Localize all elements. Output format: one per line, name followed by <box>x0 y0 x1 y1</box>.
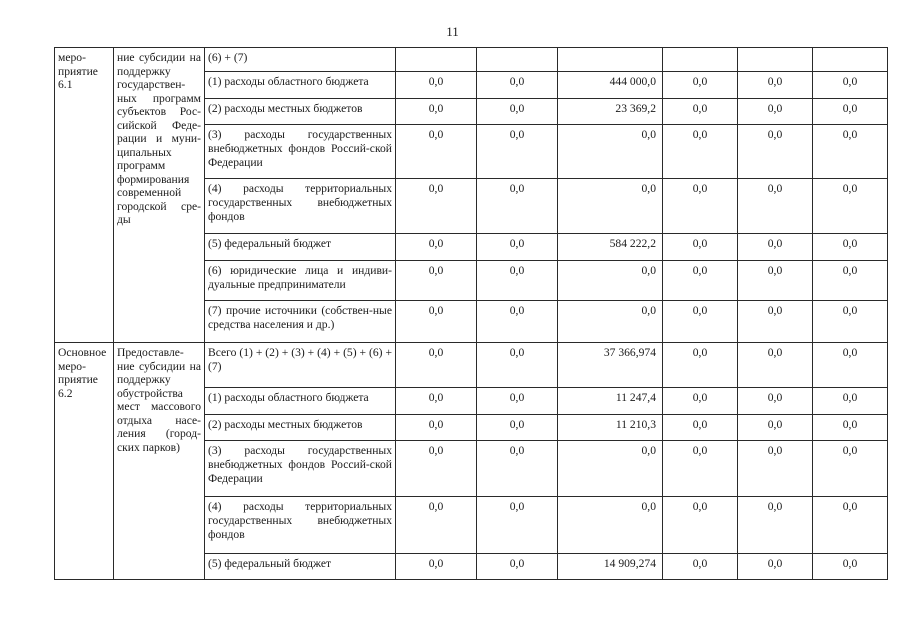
value-cell: 0,0 <box>738 441 813 497</box>
value-cell: 0,0 <box>558 441 663 497</box>
value-cell: 0,0 <box>477 388 558 415</box>
value-cell: 0,0 <box>396 441 477 497</box>
value-cell: 0,0 <box>813 125 888 179</box>
value-cell: 0,0 <box>477 497 558 554</box>
value-cell: 444 000,0 <box>558 72 663 99</box>
value-cell: 0,0 <box>738 125 813 179</box>
value-cell: 0,0 <box>663 415 738 441</box>
value-cell: 0,0 <box>396 554 477 580</box>
value-cell: 0,0 <box>396 72 477 99</box>
funding-source-cell: (5) федеральный бюджет <box>205 234 396 261</box>
table-body <box>55 48 888 580</box>
value-cell: 0,0 <box>477 343 558 388</box>
value-cell: 0,0 <box>738 497 813 554</box>
value-cell: 11 210,3 <box>558 415 663 441</box>
value-cell: 0,0 <box>396 301 477 343</box>
value-cell: 0,0 <box>813 388 888 415</box>
value-cell: 0,0 <box>396 261 477 301</box>
value-cell: 0,0 <box>813 301 888 343</box>
value-cell <box>477 48 558 72</box>
value-cell: 23 369,2 <box>558 99 663 125</box>
funding-source-cell: (3) расходы государственных внебюджетных фондов Россий-ской Федерации <box>205 441 396 497</box>
event-name-cell: меро- приятие 6.1 <box>55 48 114 343</box>
value-cell: 0,0 <box>663 179 738 234</box>
value-cell: 0,0 <box>663 497 738 554</box>
value-cell: 0,0 <box>558 125 663 179</box>
event-description-cell: Предоставле-ние субсидии на поддержку обустройства мест массового отдыха насе-ления (город-ских парков) <box>114 343 205 580</box>
value-cell: 0,0 <box>477 301 558 343</box>
value-cell: 584 222,2 <box>558 234 663 261</box>
funding-source-cell: (3) расходы государственных внебюджетных фондов Россий-ской Федерации <box>205 125 396 179</box>
value-cell: 0,0 <box>738 415 813 441</box>
value-cell: 0,0 <box>477 441 558 497</box>
value-cell: 0,0 <box>558 301 663 343</box>
value-cell: 0,0 <box>396 343 477 388</box>
value-cell: 0,0 <box>738 72 813 99</box>
value-cell: 0,0 <box>477 554 558 580</box>
value-cell: 0,0 <box>738 554 813 580</box>
value-cell: 0,0 <box>477 179 558 234</box>
value-cell: 0,0 <box>738 388 813 415</box>
value-cell: 0,0 <box>663 72 738 99</box>
event-name-cell: Основное меро- приятие 6.2 <box>55 343 114 580</box>
funding-source-cell: (2) расходы местных бюджетов <box>205 415 396 441</box>
value-cell: 0,0 <box>813 497 888 554</box>
value-cell: 14 909,274 <box>558 554 663 580</box>
value-cell: 0,0 <box>477 99 558 125</box>
value-cell <box>558 48 663 72</box>
value-cell: 0,0 <box>813 343 888 388</box>
value-cell: 0,0 <box>663 261 738 301</box>
value-cell: 0,0 <box>477 234 558 261</box>
funding-source-cell: (4) расходы территориальных государственных внебюджетных фондов <box>205 179 396 234</box>
value-cell: 0,0 <box>738 234 813 261</box>
value-cell <box>813 48 888 72</box>
value-cell: 11 247,4 <box>558 388 663 415</box>
value-cell: 0,0 <box>663 301 738 343</box>
value-cell: 0,0 <box>663 554 738 580</box>
value-cell: 0,0 <box>813 234 888 261</box>
funding-source-cell: (2) расходы местных бюджетов <box>205 99 396 125</box>
value-cell: 0,0 <box>813 261 888 301</box>
value-cell <box>663 48 738 72</box>
funding-source-cell: (1) расходы областного бюджета <box>205 72 396 99</box>
table-row <box>55 343 888 388</box>
value-cell: 0,0 <box>738 343 813 388</box>
value-cell: 0,0 <box>663 99 738 125</box>
value-cell: 0,0 <box>396 234 477 261</box>
value-cell: 0,0 <box>558 497 663 554</box>
value-cell: 0,0 <box>738 99 813 125</box>
value-cell <box>738 48 813 72</box>
funding-source-cell: (6) юридические лица и индиви-дуальные предприниматели <box>205 261 396 301</box>
value-cell: 0,0 <box>813 99 888 125</box>
value-cell: 0,0 <box>558 261 663 301</box>
event-description-cell: ние субсидии на поддержку государствен-ных программ субъектов Рос-сийской Феде-рации и муни-ципальных программ формирования современной городской сре-ды <box>114 48 205 343</box>
value-cell: 0,0 <box>813 441 888 497</box>
funding-source-cell: (7) прочие источники (собствен-ные средства населения и др.) <box>205 301 396 343</box>
value-cell: 0,0 <box>396 99 477 125</box>
value-cell: 0,0 <box>738 179 813 234</box>
value-cell: 0,0 <box>477 261 558 301</box>
funding-source-cell: (4) расходы территориальных государственных внебюджетных фондов <box>205 497 396 554</box>
value-cell: 0,0 <box>396 497 477 554</box>
value-cell <box>396 48 477 72</box>
funding-source-cell: Всего (1) + (2) + (3) + (4) + (5) + (6) + (7) <box>205 343 396 388</box>
value-cell: 0,0 <box>813 415 888 441</box>
page-number: 11 <box>446 24 459 39</box>
value-cell: 0,0 <box>396 125 477 179</box>
value-cell: 0,0 <box>396 179 477 234</box>
funding-source-cell: (1) расходы областного бюджета <box>205 388 396 415</box>
value-cell: 0,0 <box>477 415 558 441</box>
funding-source-cell: (5) федеральный бюджет <box>205 554 396 580</box>
value-cell: 0,0 <box>558 179 663 234</box>
value-cell: 0,0 <box>663 234 738 261</box>
value-cell: 0,0 <box>396 415 477 441</box>
value-cell: 0,0 <box>813 72 888 99</box>
value-cell: 0,0 <box>477 125 558 179</box>
value-cell: 0,0 <box>738 301 813 343</box>
table-row <box>55 48 888 72</box>
value-cell: 0,0 <box>396 388 477 415</box>
budget-table <box>54 47 888 580</box>
value-cell: 0,0 <box>738 261 813 301</box>
funding-source-cell: (6) + (7) <box>205 48 396 72</box>
value-cell: 0,0 <box>663 343 738 388</box>
value-cell: 0,0 <box>663 125 738 179</box>
value-cell: 0,0 <box>663 441 738 497</box>
value-cell: 0,0 <box>663 388 738 415</box>
value-cell: 0,0 <box>813 554 888 580</box>
value-cell: 0,0 <box>477 72 558 99</box>
value-cell: 37 366,974 <box>558 343 663 388</box>
value-cell: 0,0 <box>813 179 888 234</box>
